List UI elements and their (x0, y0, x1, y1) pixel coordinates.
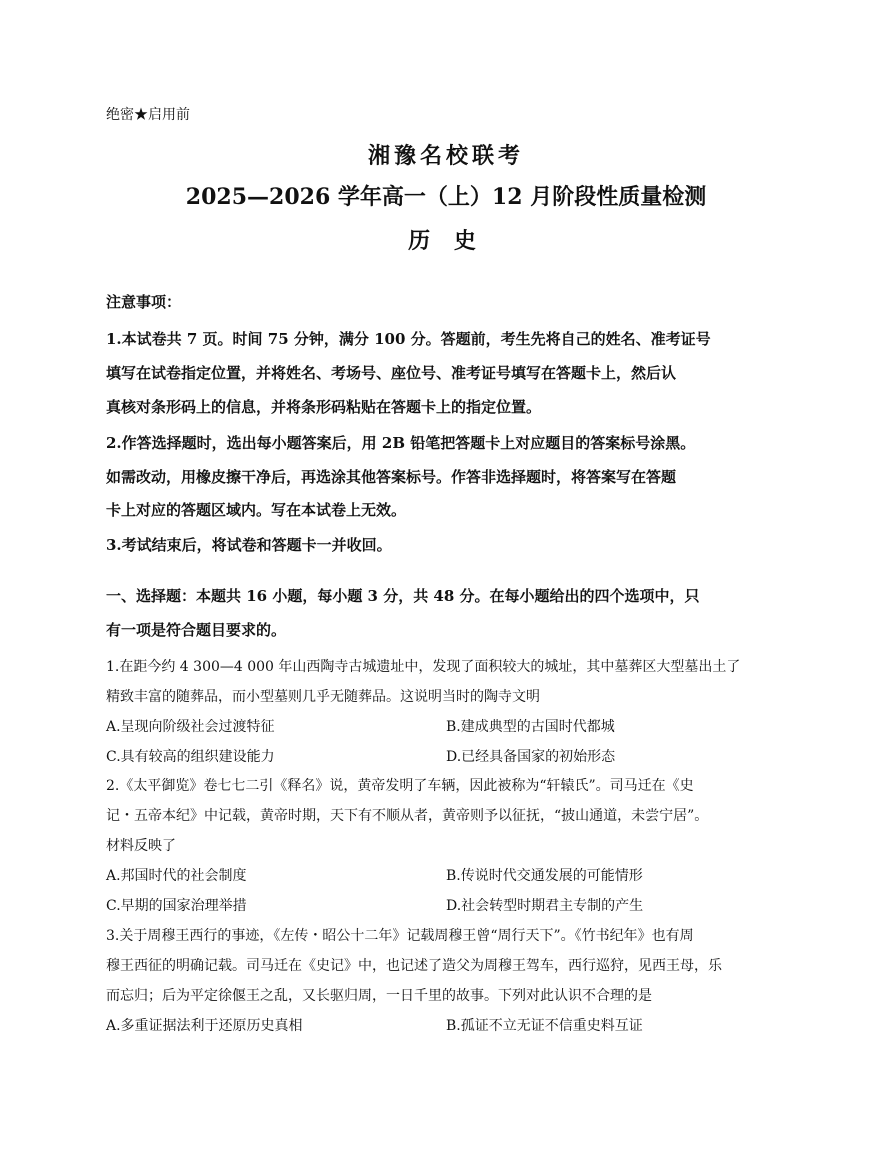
question-1-option-d: D.已经具备国家的初始形态 (446, 749, 616, 765)
notice-line: 卡上对应的答题区域内。写在本试卷上无效。 (106, 501, 407, 519)
question-1-option-c: C.具有较高的组织建设能力 (106, 749, 275, 765)
question-1-option-b: B.建成典型的古国时代都城 (446, 719, 615, 735)
section-heading: 一、选择题：本题共 16 小题，每小题 3 分，共 48 分。在每小题给出的四个选项中，只 (106, 587, 700, 605)
subject-title: 历 史 (408, 228, 484, 254)
question-2-option-b: B.传说时代交通发展的可能情形 (446, 868, 643, 884)
question-1-option-a: A.呈现向阶级社会过渡特征 (106, 719, 275, 735)
question-2-stem: 材料反映了 (106, 838, 176, 854)
notice-line: 如需改动，用橡皮擦干净后，再选涂其他答案标号。作答非选择题时，将答案写在答题 (106, 468, 677, 486)
question-2-stem: 2.《太平御览》卷七七二引《释名》说，黄帝发明了车辆，因此被称为“轩辕氏”。司马迁在《史 (106, 778, 694, 794)
question-3-option-b: B.孤证不立无证不信重史料互证 (446, 1018, 643, 1034)
notice-line: 2.作答选择题时，选出每小题答案后，用 2B 铅笔把答题卡上对应题目的答案标号涂黑。 (106, 434, 696, 452)
notice-line: 3.考试结束后，将试卷和答题卡一并收回。 (106, 536, 392, 554)
question-3-stem: 穆王西征的明确记载。司马迁在《史记》中，也记述了造父为周穆王驾车，西行巡狩，见西王母，乐 (106, 958, 722, 974)
question-3-stem: 3.关于周穆王西行的事迹，《左传・昭公十二年》记载周穆王曾“周行天下”。《竹书纪年》也有周 (106, 928, 694, 944)
notice-heading: 注意事项： (106, 293, 182, 311)
question-2-stem: 记・五帝本纪》中记载，黄帝时期，天下有不顺从者，黄帝则予以征抚，“披山通道，未尝宁居”。 (106, 808, 709, 824)
question-3-option-a: A.多重证据法利于还原历史真相 (106, 1018, 303, 1034)
question-1-stem: 1.在距今约 4 300—4 000 年山西陶寺古城遗址中，发现了面积较大的城址，其中墓葬区大型墓出土了 (106, 659, 741, 675)
question-2-option-a: A.邦国时代的社会制度 (106, 868, 247, 884)
exam-org-title: 湘豫名校联考 (367, 143, 524, 169)
notice-line: 填写在试卷指定位置，并将姓名、考场号、座位号、准考证号填写在答题卡上，然后认 (106, 364, 677, 382)
question-2-option-c: C.早期的国家治理举措 (106, 898, 247, 914)
question-3-stem: 而忘归；后为平定徐偃王之乱，又长驱归周，一日千里的故事。下列对此认识不合理的是 (106, 988, 652, 1004)
notice-line: 真核对条形码上的信息，并将条形码粘贴在答题卡上的指定位置。 (106, 398, 542, 416)
confidential-mark: 绝密★启用前 (106, 107, 190, 123)
question-1-stem: 精致丰富的随葬品，而小型墓则几乎无随葬品。这说明当时的陶寺文明 (106, 689, 540, 705)
section-heading: 有一项是符合题目要求的。 (106, 621, 287, 639)
notice-line: 1.本试卷共 7 页。时间 75 分钟，满分 100 分。答题前，考生先将自己的姓名、准考证号 (106, 330, 711, 348)
exam-title: 2025—2026 学年高一（上）12 月阶段性质量检测 (185, 184, 707, 210)
question-2-option-d: D.社会转型时期君主专制的产生 (446, 898, 644, 914)
